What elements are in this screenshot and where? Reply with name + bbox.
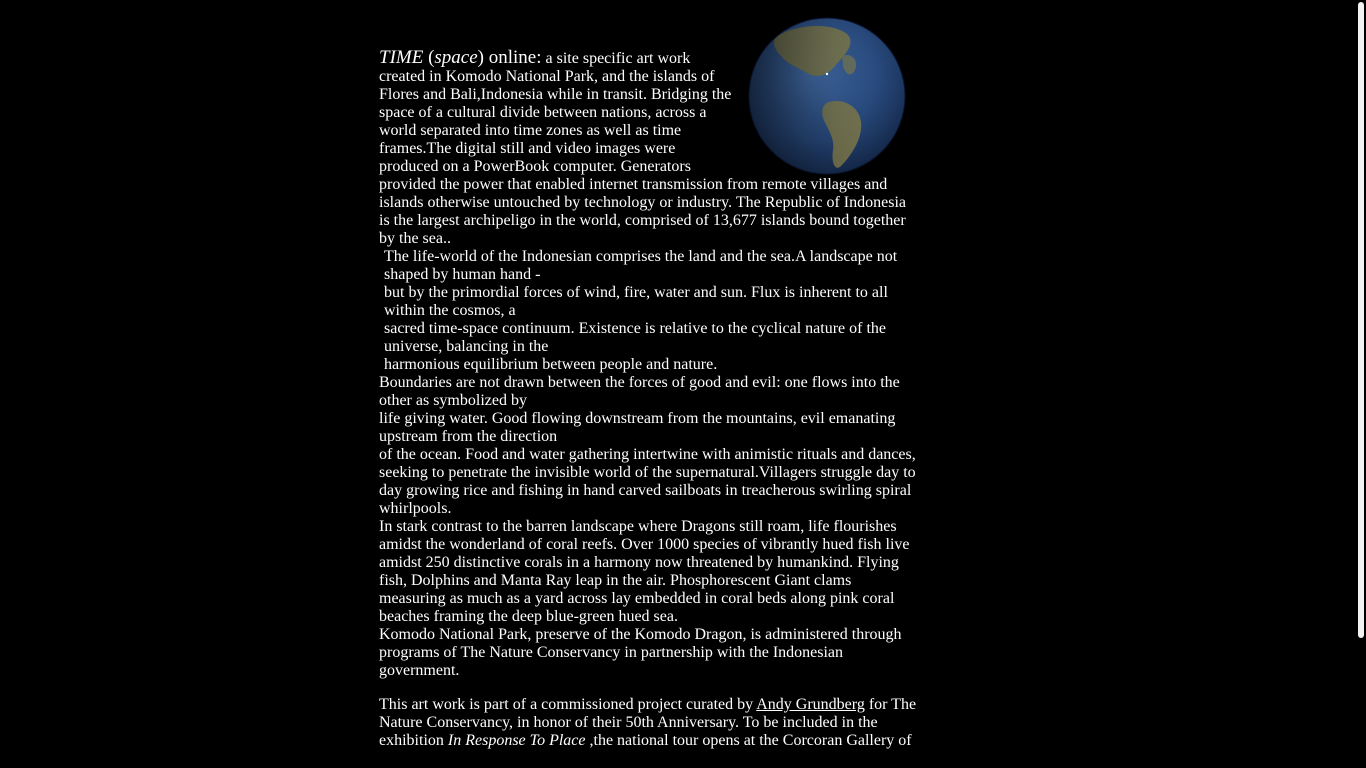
title-time: TIME: [379, 47, 424, 68]
intro-text: a site specific art work created in Komodo National Park, and the islands of Flores and Bali,Indonesia while in transit. Bridging the space of a cultural divide between nations, across a world separated into time zones as well as time frames.The digital still and video images were produced on a PowerBook computer. Generators provided the power that enabled internet transmission from remote villages and islands otherwise untouched by technology or industry. The Republic of Indonesia is the largest archipeligo in the world, comprised of 13,677 islands bound together by the sea..: [379, 50, 907, 247]
boundaries-line-1: Boundaries are not drawn between the forces of good and evil: one flows into the other as symbolized by: [379, 374, 900, 409]
project-title: [379, 47, 542, 68]
main-content: [379, 48, 919, 750]
commission-text-middle: for The Nature Conservancy, in honor of their 50th Anniversary. To be included in the exhibition: [379, 696, 917, 749]
earth-globe-icon: [747, 16, 907, 176]
lifeworld-line-4: harmonious equilibrium between people and nature.: [384, 356, 718, 373]
title-open-paren: (: [423, 47, 435, 68]
title-space: space: [434, 47, 478, 68]
exhibition-title: In Response To Place: [447, 732, 586, 749]
vertical-scrollbar[interactable]: [1358, 2, 1364, 638]
paragraph-spacer: [379, 680, 919, 696]
curator-link[interactable]: Andy Grundberg: [756, 696, 865, 713]
commission-text-end: ,the national tour opens at the Corcoran Gallery of: [585, 732, 912, 749]
commission-text-start: This art work is part of a commissioned project curated by: [379, 696, 757, 713]
lifeworld-line-1: The life-world of the Indonesian comprises the land and the sea.A landscape not shaped by human hand -: [384, 248, 898, 283]
title-online: ) online:: [477, 47, 542, 68]
boundaries-line-3: of the ocean. Food and water gathering intertwine with animistic rituals and dances, seeking to penetrate the invisible world of the supernatural.Villagers struggle day to day growing rice and fishing in hand carved sailboats in treacherous swirling spiral whirlpools.: [379, 446, 916, 517]
komodo-paragraph: Komodo National Park, preserve of the Komodo Dragon, is administered through programs of The Nature Conservancy in partnership with the Indonesian government.: [379, 626, 902, 679]
commission-paragraph: [379, 696, 919, 750]
coral-paragraph: In stark contrast to the barren landscape where Dragons still roam, life flourishes amidst the wonderland of coral reefs. Over 1000 species of vibrantly hued fish live amidst 250 distinctive corals in a harmony now threatened by humankind. Flying fish, Dolphins and Manta Ray leap in the air. Phosphorescent Giant clams measuring as much as a yard across lay embedded in coral beds along pink coral beaches framing the deep blue-green hued sea.: [379, 518, 910, 625]
boundaries-line-2: life giving water. Good flowing downstream from the mountains, evil emanating upstream from the direction: [379, 410, 896, 445]
lifeworld-line-3: sacred time-space continuum. Existence is relative to the cyclical nature of the universe, balancing in the: [384, 320, 887, 355]
lifeworld-line-2: but by the primordial forces of wind, fire, water and sun. Flux is inherent to all within the cosmos, a: [384, 284, 888, 319]
